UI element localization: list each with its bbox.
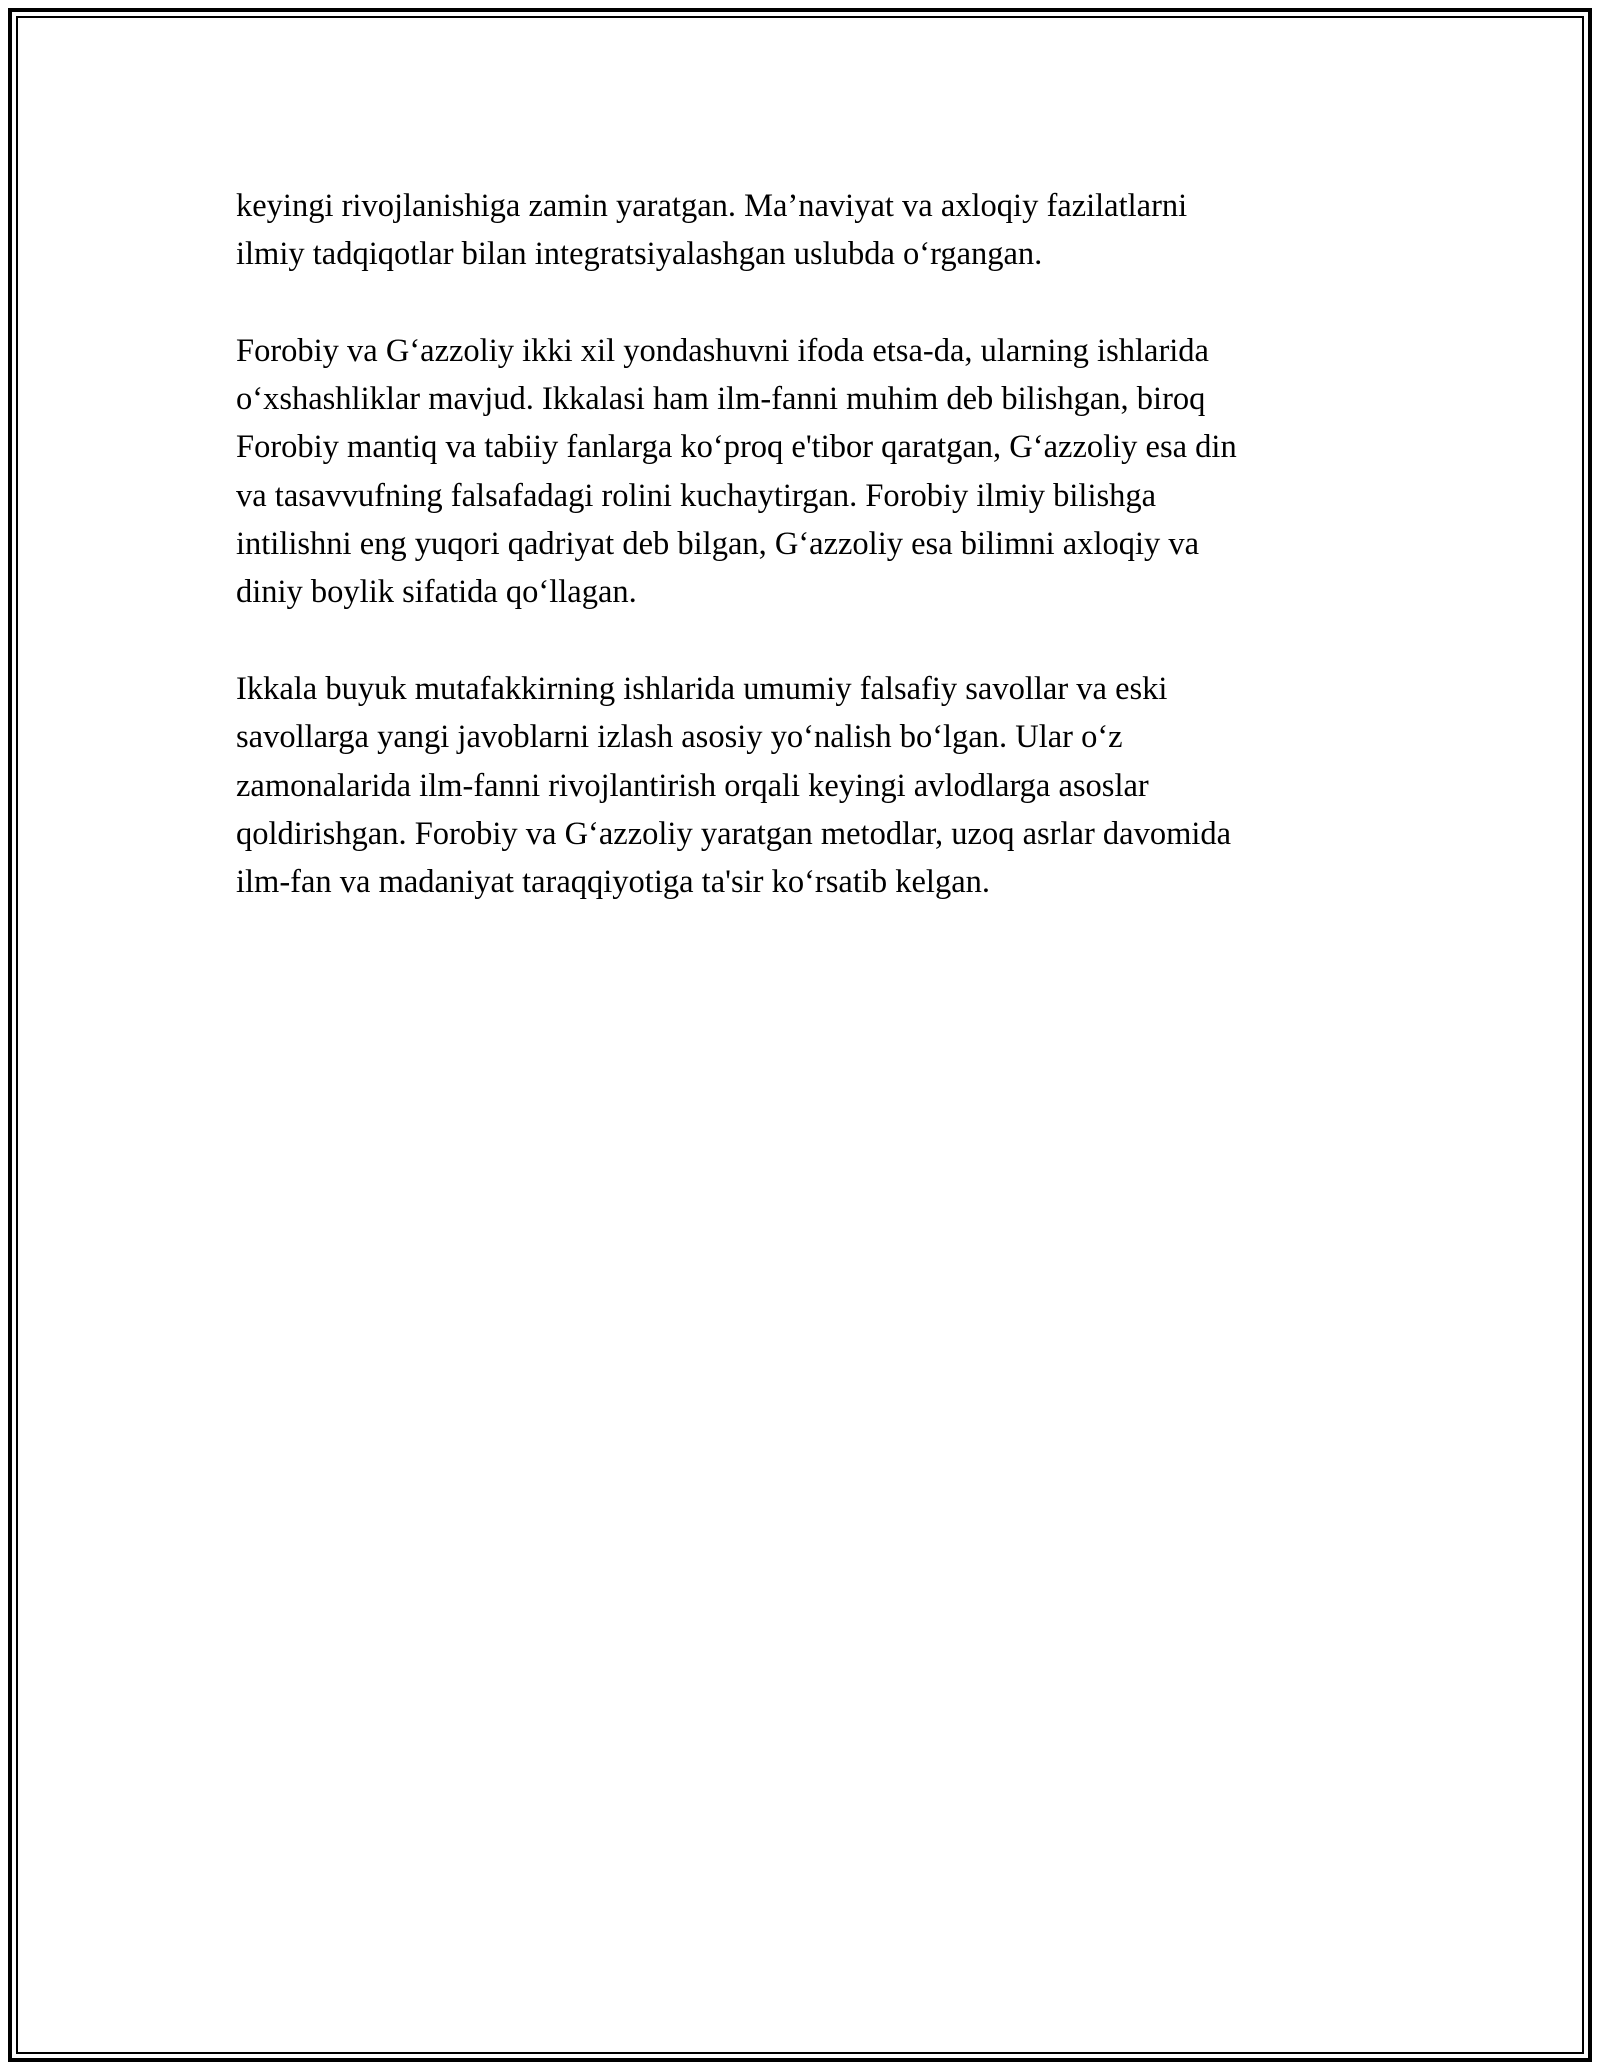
text-line: Forobiy mantiq va tabiiy fanlarga ko‘proq e'tibor qaratgan, G‘azzoliy esa din bbox=[236, 429, 1237, 466]
text-line: va tasavvufning falsafadagi rolini kuchaytirgan. Forobiy ilmiy bilishga bbox=[236, 477, 1157, 514]
text-line: o‘xshashliklar mavjud. Ikkalasi ham ilm-fanni muhim deb bilishgan, biroq bbox=[236, 381, 1206, 418]
text-line: savollarga yangi javoblarni izlash asosiy yo‘nalish bo‘lgan. Ular o‘z bbox=[236, 719, 1123, 756]
text-line: qoldirishgan. Forobiy va G‘azzoliy yaratgan metodlar, uzoq asrlar davomida bbox=[236, 815, 1232, 852]
text-line: intilishni eng yuqori qadriyat deb bilgan, G‘azzoliy esa bilimni axloqiy va bbox=[236, 526, 1200, 563]
paragraph-3 bbox=[236, 665, 1406, 906]
text-line: diniy boylik sifatida qo‘llagan. bbox=[236, 574, 637, 611]
paragraph-1 bbox=[236, 182, 1406, 279]
text-line: ilmiy tadqiqotlar bilan integratsiyalashgan uslubda o‘rgangan. bbox=[236, 236, 1043, 273]
document-body bbox=[236, 182, 1406, 955]
text-line: Ikkala buyuk mutafakkirning ishlarida umumiy falsafiy savollar va eski bbox=[236, 670, 1168, 707]
text-line: keyingi rivojlanishiga zamin yaratgan. Ma’naviyat va axloqiy fazilatlarni bbox=[236, 188, 1188, 224]
text-line: Forobiy va G‘azzoliy ikki xil yondashuvni ifoda etsa-da, ularning ishlarida bbox=[236, 332, 1209, 369]
text-line: ilm-fan va madaniyat taraqqiyotiga ta'sir ko‘rsatib kelgan. bbox=[236, 864, 991, 901]
text-line: zamonalarida ilm-fanni rivojlantirish orqali keyingi avlodlarga asoslar bbox=[236, 767, 1149, 804]
paragraph-2 bbox=[236, 327, 1406, 617]
